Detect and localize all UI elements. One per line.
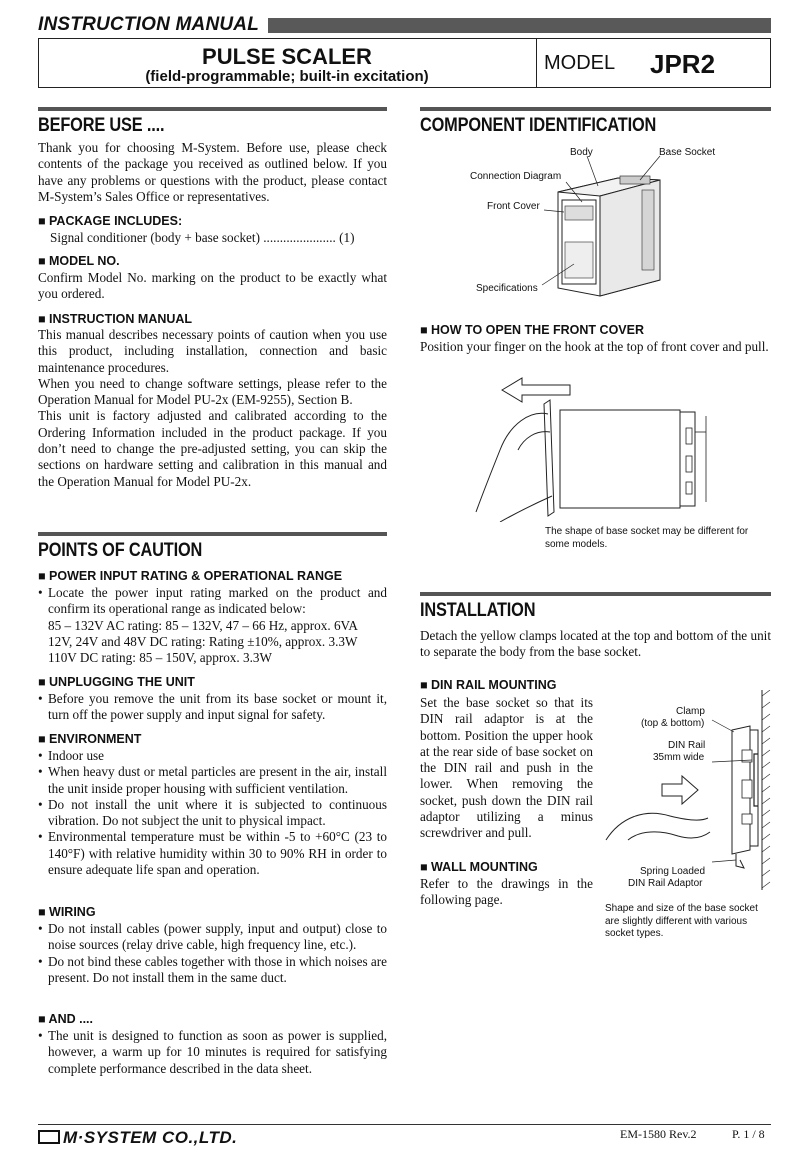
label-rail-2: 35mm wide bbox=[653, 752, 705, 763]
model-value: JPR2 bbox=[650, 49, 716, 79]
power-text bbox=[38, 585, 387, 666]
caution-heading: POINTS OF CAUTION bbox=[38, 540, 203, 561]
and-text bbox=[38, 1028, 387, 1077]
label-specifications: Specifications bbox=[476, 283, 538, 294]
unplug-text bbox=[38, 691, 387, 724]
env-bullet-3: • Do not install the unit where it is subjected to continuous vibration. Do not subject the unit to physical impact. bbox=[38, 797, 387, 830]
section-rule bbox=[38, 532, 387, 536]
wiring-heading: ■ WIRING bbox=[38, 905, 96, 919]
manual-text-2: When you need to change software settings, please refer to the Operation Manual for Model PU-2x (EM-9255), Section B. bbox=[38, 375, 387, 408]
power-line-2: 12V, 24V and 48V DC rating: Rating ±10%, approx. 3.3W bbox=[48, 633, 358, 649]
instruction-manual-text bbox=[38, 327, 387, 490]
model-no-heading: ■ MODEL NO. bbox=[38, 254, 120, 268]
model-label: MODEL bbox=[544, 52, 616, 74]
section-rule bbox=[38, 107, 387, 111]
din-rail-caption: Shape and size of the base socket are slightly different with various socket types. bbox=[605, 903, 758, 939]
label-base-socket: Base Socket bbox=[659, 147, 716, 158]
label-rail-1: DIN Rail bbox=[668, 740, 706, 751]
manual-title: INSTRUCTION MANUAL bbox=[38, 14, 260, 35]
environment-heading: ■ ENVIRONMENT bbox=[38, 732, 142, 746]
product-subtitle: (field-programmable; built-in excitation) bbox=[145, 68, 429, 85]
and-bullet-1: • The unit is designed to function as soon as power is supplied, however, a warm up for 10 minutes is required for satisfying complete performance described in the data sheet. bbox=[38, 1028, 387, 1077]
din-rail-text: Set the base socket so that its DIN rail adaptor is at the bottom. Position the upper hook at the rear side of base socket on the DIN rail and push in the lower. When removing the socket, push down the DIN rail adaptor utilizing a minus screwdriver and pull. bbox=[420, 695, 593, 841]
package-item: Signal conditioner (body + base socket) ...................... (1) bbox=[50, 230, 355, 245]
manual-text-1: This manual describes necessary points of caution when you use this product, including installation, connection and basic maintenance procedures. bbox=[38, 327, 387, 375]
label-spring-2: DIN Rail Adaptor bbox=[628, 878, 703, 889]
open-cover-diagram bbox=[470, 372, 740, 522]
footer-rule bbox=[38, 1124, 771, 1125]
wiring-bullet-2: • Do not bind these cables together with those in which noises are present. Do not install them in the same duct. bbox=[38, 954, 387, 987]
open-cover-text: Position your finger on the hook at the top of front cover and pull. bbox=[420, 339, 769, 354]
open-cover-heading: ■ HOW TO OPEN THE FRONT COVER bbox=[420, 323, 644, 337]
env-bullet-2: • When heavy dust or metal particles are present in the air, install the unit inside proper housing with sufficient ventilation. bbox=[38, 764, 387, 797]
and-heading: ■ AND .... bbox=[38, 1012, 94, 1026]
power-line-3: 110V DC rating: 85 – 150V, approx. 3.3W bbox=[48, 650, 272, 666]
before-use-heading: BEFORE USE .... bbox=[38, 115, 165, 136]
label-front-cover: Front Cover bbox=[487, 201, 540, 212]
label-body: Body bbox=[570, 147, 593, 158]
wall-mounting-text: Refer to the drawings in the following page. bbox=[420, 876, 593, 908]
company-logo bbox=[38, 1128, 237, 1148]
wiring-bullet-1: • Do not install cables (power supply, input and output) close to noise sources (relay drive cable, high frequency line, etc.). bbox=[38, 921, 387, 954]
environment-text bbox=[38, 748, 387, 878]
section-rule bbox=[420, 107, 771, 111]
label-connection-diagram: Connection Diagram bbox=[470, 171, 562, 182]
component-diagram bbox=[470, 140, 740, 305]
din-rail-heading: ■ DIN RAIL MOUNTING bbox=[420, 678, 557, 692]
component-heading: COMPONENT IDENTIFICATION bbox=[420, 115, 657, 136]
company-name: M·SYSTEM CO.,LTD. bbox=[63, 1128, 238, 1147]
document-number: EM-1580 Rev.2 bbox=[620, 1127, 697, 1141]
manual-text-3: This unit is factory adjusted and calibrated according to the Ordering Information included in the product package. If you don’t need to change the pre-adjusted setting, you can skip the sections on hardware setting and calibration in this manual and the Operation Manual for Model PU-2x. bbox=[38, 408, 387, 489]
before-use-intro: Thank you for choosing M-System. Before use, please check contents of the package you received as outlined below. If you have any problems or questions with the product, please contact M-System’s Sales Office or representatives. bbox=[38, 140, 387, 204]
env-bullet-1: • Indoor use bbox=[38, 748, 387, 764]
unplug-bullet: • Before you remove the unit from its base socket or mount it, turn off the power supply and input signal for safety. bbox=[38, 691, 387, 724]
power-heading: ■ POWER INPUT RATING & OPERATIONAL RANGE bbox=[38, 569, 343, 583]
unplug-heading: ■ UNPLUGGING THE UNIT bbox=[38, 675, 195, 689]
section-rule bbox=[420, 592, 771, 596]
env-bullet-4: • Environmental temperature must be within -5 to +60°C (23 to 140°F) with relative humidity within 30 to 90% RH in order to ensure adequate life span and operation. bbox=[38, 829, 387, 878]
logo-mark-icon bbox=[38, 1130, 60, 1144]
wall-mounting-heading: ■ WALL MOUNTING bbox=[420, 860, 538, 874]
installation-intro: Detach the yellow clamps located at the top and bottom of the unit to separate the body from the base socket. bbox=[420, 628, 771, 660]
label-clamp-1: Clamp bbox=[676, 706, 705, 717]
wiring-text bbox=[38, 921, 387, 986]
open-cover-caption: The shape of base socket may be different for some models. bbox=[545, 526, 749, 550]
page-number: P. 1 / 8 bbox=[732, 1127, 765, 1141]
instruction-manual-heading: ■ INSTRUCTION MANUAL bbox=[38, 312, 193, 326]
header-bar bbox=[268, 18, 771, 33]
power-bullet: • Locate the power input rating marked on the product and confirm its operational range as indicated below: bbox=[38, 585, 387, 618]
label-clamp-2: (top & bottom) bbox=[641, 718, 705, 729]
power-line-1: 85 – 132V AC rating: 85 – 132V, 47 – 66 Hz, approx. 6VA bbox=[48, 617, 358, 633]
title-divider bbox=[536, 38, 537, 88]
installation-heading: INSTALLATION bbox=[420, 600, 536, 621]
package-heading: ■ PACKAGE INCLUDES: bbox=[38, 214, 183, 228]
label-spring-1: Spring Loaded bbox=[640, 866, 706, 877]
model-no-text: Confirm Model No. marking on the product to be exactly what you ordered. bbox=[38, 270, 387, 302]
product-name: PULSE SCALER bbox=[202, 44, 372, 69]
